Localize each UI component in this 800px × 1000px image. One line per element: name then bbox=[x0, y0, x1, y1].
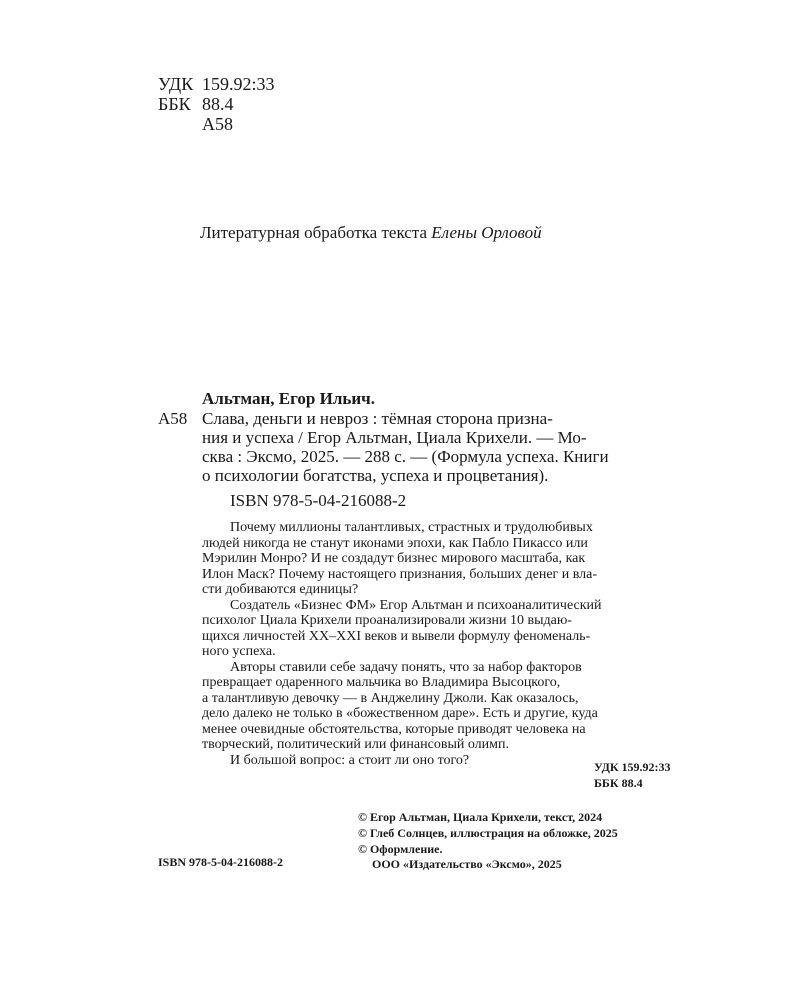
bib-line-2: ния и успеха / Егор Альтман, Циала Крихели. — Мо- bbox=[202, 428, 587, 447]
annotation-line: менее очевидные обстоятельства, которые приводят человека на bbox=[202, 721, 586, 737]
annotation-line: Илон Маск? Почему настоящего признания, больших денег и вла- bbox=[202, 566, 598, 582]
annotation-line: сти добиваются единицы? bbox=[202, 582, 359, 597]
annotation-line: Мэрилин Монро? И не создадут бизнес мирового масштаба, как bbox=[202, 551, 586, 566]
annotation-line: дело далеко не только в «божественном даре». Есть и другие, куда bbox=[202, 706, 598, 721]
annotation-line: а талантливую девочку — в Анджелину Джоли. Как оказалось, bbox=[202, 690, 579, 706]
annotation-line: ного успеха. bbox=[202, 644, 276, 659]
author-mark: А58 bbox=[158, 409, 188, 428]
author-heading: Альтман, Егор Ильич. bbox=[202, 389, 375, 408]
editor-name: Елены Орловой bbox=[431, 223, 542, 242]
annotation-line: психолог Циала Крихели проанализировали жизни 10 выдаю- bbox=[202, 613, 572, 628]
bib-line-3: сква : Эксмо, 2025. — 288 с. — (Формула успеха. Книги bbox=[202, 447, 609, 466]
annotation-line: Почему миллионы талантливых, страстных и трудолюбивых bbox=[230, 520, 593, 535]
editor-note-prefix: Литературная обработка текста bbox=[200, 223, 432, 242]
annotation-line: И большой вопрос: а стоит ли оно того? bbox=[230, 752, 470, 768]
bib-line-4: о психологии богатства, успеха и процветания). bbox=[202, 466, 549, 485]
bbk-label: ББК bbox=[158, 94, 191, 114]
udk-value: 159.92:33 bbox=[202, 74, 275, 94]
copyright-line-3: © Оформление. bbox=[358, 842, 443, 856]
copyright-line-1: © Егор Альтман, Циала Крихели, текст, 2024 bbox=[358, 810, 603, 824]
udk-label: УДК bbox=[158, 74, 194, 94]
editor-note bbox=[200, 223, 542, 242]
annotation-line: Создатель «Бизнес ФМ» Егор Альтман и психоаналитический bbox=[230, 597, 602, 613]
annotation-udk: УДК 159.92:33 bbox=[594, 760, 671, 774]
isbn-main: ISBN 978-5-04-216088-2 bbox=[230, 491, 407, 510]
copyright-line-2: © Глеб Солнцев, иллюстрация на обложке, 2025 bbox=[358, 826, 618, 840]
annotation-line: щихся личностей XX–XXI веков и вывели формулу феноменаль- bbox=[202, 628, 591, 644]
annotation bbox=[202, 520, 690, 768]
annotation-line: Авторы ставили себе задачу понять, что за набор факторов bbox=[230, 659, 582, 675]
annotation-bbk: ББК 88.4 bbox=[594, 776, 643, 790]
author-mark-header: А58 bbox=[202, 114, 233, 134]
annotation-line: творческий, политический или финансовый олимп. bbox=[202, 737, 509, 752]
annotation-line: людей никогда не станут иконами эпохи, как Пабло Пикассо или bbox=[202, 535, 588, 551]
copyright-line-4: ООО «Издательство «Эксмо», 2025 bbox=[372, 857, 562, 871]
annotation-line: превращает одаренного мальчика во Владимира Высоцкого, bbox=[202, 675, 561, 690]
bbk-value: 88.4 bbox=[202, 94, 234, 114]
footer-isbn: ISBN 978-5-04-216088-2 bbox=[158, 855, 283, 869]
bib-line-1: Слава, деньги и невроз : тёмная сторона призна- bbox=[202, 409, 553, 428]
